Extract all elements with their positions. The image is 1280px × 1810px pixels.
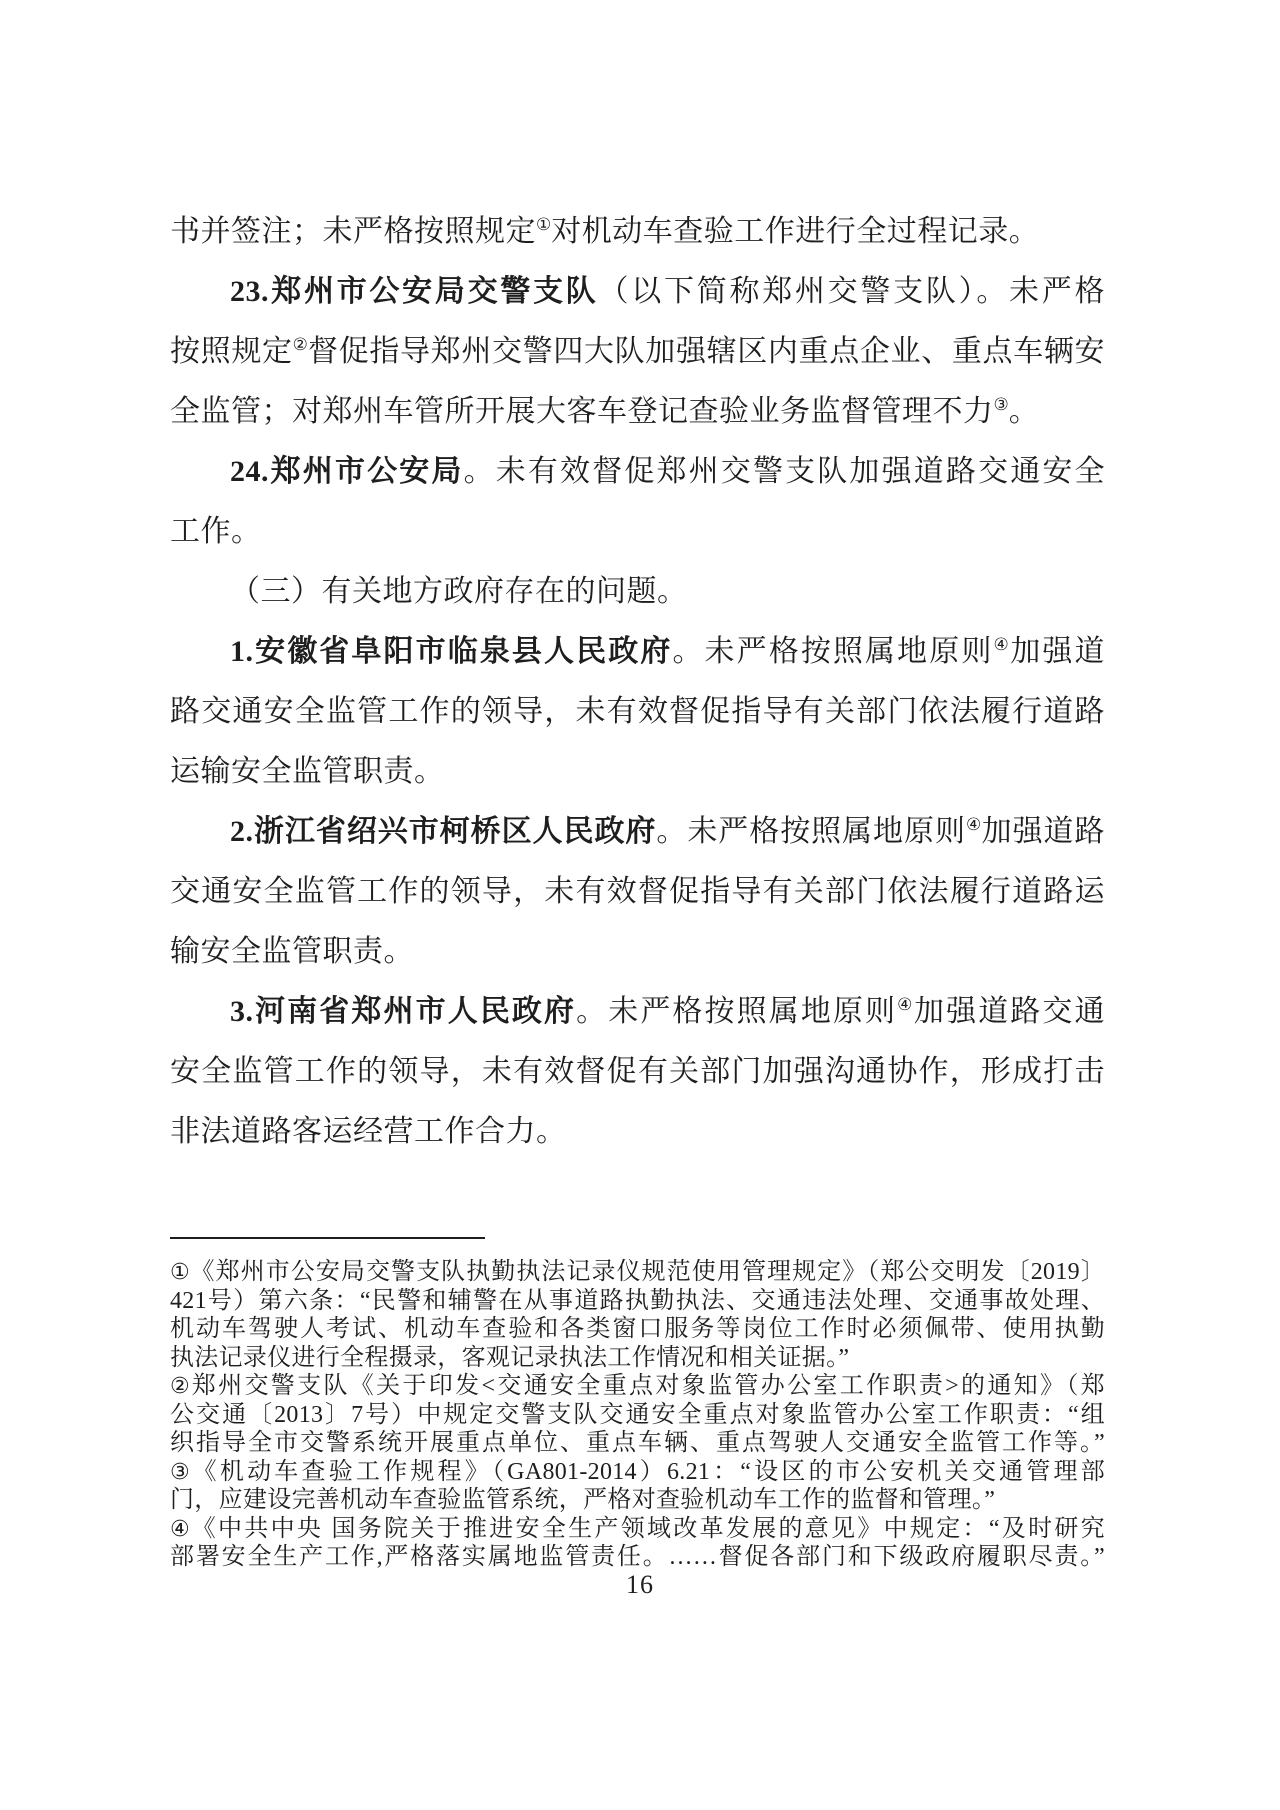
text-segment: 3.河南省郑州市人民政府 (230, 995, 577, 1028)
body-text-line (170, 682, 1105, 742)
text-segment: 机动车驾驶人考试、机动车查验和各类窗口服务等岗位工作时必须佩带、使用执勤 (170, 1316, 1105, 1342)
footnote-ref-superscript: ④ (897, 995, 914, 1015)
text-segment: 执法记录仪进行全程摄录，客观记录执法工作情况和相关证据。” (170, 1344, 850, 1371)
text-segment: 运输安全监管职责。 (170, 755, 445, 788)
footnote-text-line (170, 1429, 1105, 1458)
footnote-text-line (170, 1258, 1105, 1287)
text-segment: 《中共中央 国务院关于推进安全生产领域改革发展的意见》中规定：“及时研究 (191, 1515, 1105, 1542)
text-segment: 加强道路 (981, 815, 1106, 848)
text-segment: （以下简称郑州交警支队）。未严格 (598, 275, 1106, 308)
footnote-marker: ① (170, 1260, 191, 1285)
text-segment: 书并签注；未严格按照规定 (170, 215, 536, 248)
body-text-line (170, 802, 1105, 862)
body-text-line (170, 922, 1105, 982)
text-segment: 421号）第六条：“民警和辅警在从事道路执勤执法、交通违法处理、交通事故处理、 (170, 1287, 1105, 1314)
body-text-line (170, 502, 1105, 562)
footnote-text-line (170, 1543, 1105, 1572)
text-segment: 输安全监管职责。 (170, 935, 414, 968)
page-number: 16 (626, 1570, 654, 1599)
text-segment: 交通安全监管工作的领导，未有效督促指导有关部门依法履行道路运 (170, 875, 1105, 908)
footnote-separator (170, 1237, 485, 1239)
footnote-ref-superscript: ① (536, 215, 552, 235)
footnote-ref-superscript: ③ (993, 395, 1009, 415)
body-text-line (170, 202, 1105, 262)
body-text-line (170, 622, 1105, 682)
text-segment: 工作。 (170, 515, 262, 548)
text-segment: 部署安全生产工作,严格落实属地监管责任。……督促各部门和下级政府履职尽责。” (170, 1544, 1105, 1570)
text-segment: 。 (1008, 395, 1040, 428)
body-text-line (170, 382, 1105, 442)
footnotes-section (170, 1258, 1105, 1572)
footnote-text-line (170, 1458, 1105, 1487)
text-segment: 。未严格按照属地原则 (672, 635, 994, 668)
body-text-line (170, 262, 1105, 322)
footnote-ref-superscript: ② (292, 335, 309, 355)
text-segment: 路交通安全监管工作的领导，未有效督促指导有关部门依法履行道路 (170, 695, 1105, 728)
text-segment: 2.浙江省绍兴市柯桥区人民政府 (230, 815, 657, 848)
body-text-line (170, 862, 1105, 922)
text-segment: 公交通〔2013〕7号）中规定交警支队交通安全重点对象监管办公室工作职责：“组 (170, 1401, 1105, 1428)
text-segment: 郑州交警支队《关于印发<交通安全重点对象监管办公室工作职责>的通知》（郑 (191, 1373, 1105, 1399)
footnote-marker: ③ (170, 1459, 193, 1485)
text-segment: 《郑州市公安局交警支队执勤执法记录仪规范使用管理规定》（郑公交明发〔2019〕 (190, 1259, 1105, 1285)
footnote-ref-superscript: ④ (965, 815, 982, 835)
text-segment: 。未有效督促郑州交警支队加强道路交通安全 (463, 455, 1106, 488)
text-segment: 1.安徽省阜阳市临泉县人民政府 (230, 635, 673, 668)
footnote-ref-superscript: ④ (993, 635, 1011, 655)
text-segment: 。未严格按照属地原则 (656, 815, 966, 848)
text-segment: 对机动车查验工作进行全过程记录。 (551, 215, 1040, 248)
text-segment: 。未严格按照属地原则 (576, 995, 898, 1028)
footnote-text-line (170, 1287, 1105, 1316)
text-segment: 加强道 (1010, 635, 1106, 668)
footnote-marker: ② (170, 1374, 192, 1399)
text-segment: 《机动车查验工作规程》（GA801-2014）6.21：“设区的市公安机关交通管理部 (192, 1458, 1105, 1485)
body-text-line (170, 982, 1105, 1042)
text-segment: 全监管；对郑州车管所开展大客车登记查验业务监督管理不力 (170, 395, 994, 428)
footnote-text-line (170, 1515, 1105, 1544)
text-segment: 非法道路客运经营工作合力。 (170, 1115, 567, 1148)
text-segment: 门，应建设完善机动车查验监管系统，严格对查验机动车工作的监督和管理。” (170, 1487, 996, 1513)
footnote-text-line (170, 1372, 1105, 1401)
body-text-line (170, 742, 1105, 802)
body-text-line (170, 1042, 1105, 1102)
body-text-line (170, 322, 1105, 382)
footnote-marker: ④ (170, 1516, 192, 1542)
text-segment: 24.郑州市公安局 (230, 455, 464, 488)
body-text-line (170, 1102, 1105, 1162)
text-segment: 23.郑州市公安局交警支队 (230, 275, 599, 308)
document-body (170, 202, 1105, 1162)
body-text-line (170, 562, 1105, 622)
text-segment: （三）有关地方政府存在的问题。 (230, 575, 688, 608)
text-segment: 安全监管工作的领导，未有效督促有关部门加强沟通协作，形成打击 (170, 1055, 1105, 1088)
footnote-text-line (170, 1344, 1105, 1373)
footnote-text-line (170, 1315, 1105, 1344)
text-segment: 按照规定 (170, 335, 293, 368)
body-text-line (170, 442, 1105, 502)
text-segment: 加强道路交通 (914, 995, 1106, 1028)
footnote-text-line (170, 1486, 1105, 1515)
text-segment: 督促指导郑州交警四大队加强辖区内重点企业、重点车辆安 (308, 335, 1106, 368)
text-segment: 织指导全市交警系统开展重点单位、重点车辆、重点驾驶人交通安全监管工作等。” (170, 1430, 1105, 1456)
footnote-text-line (170, 1401, 1105, 1430)
